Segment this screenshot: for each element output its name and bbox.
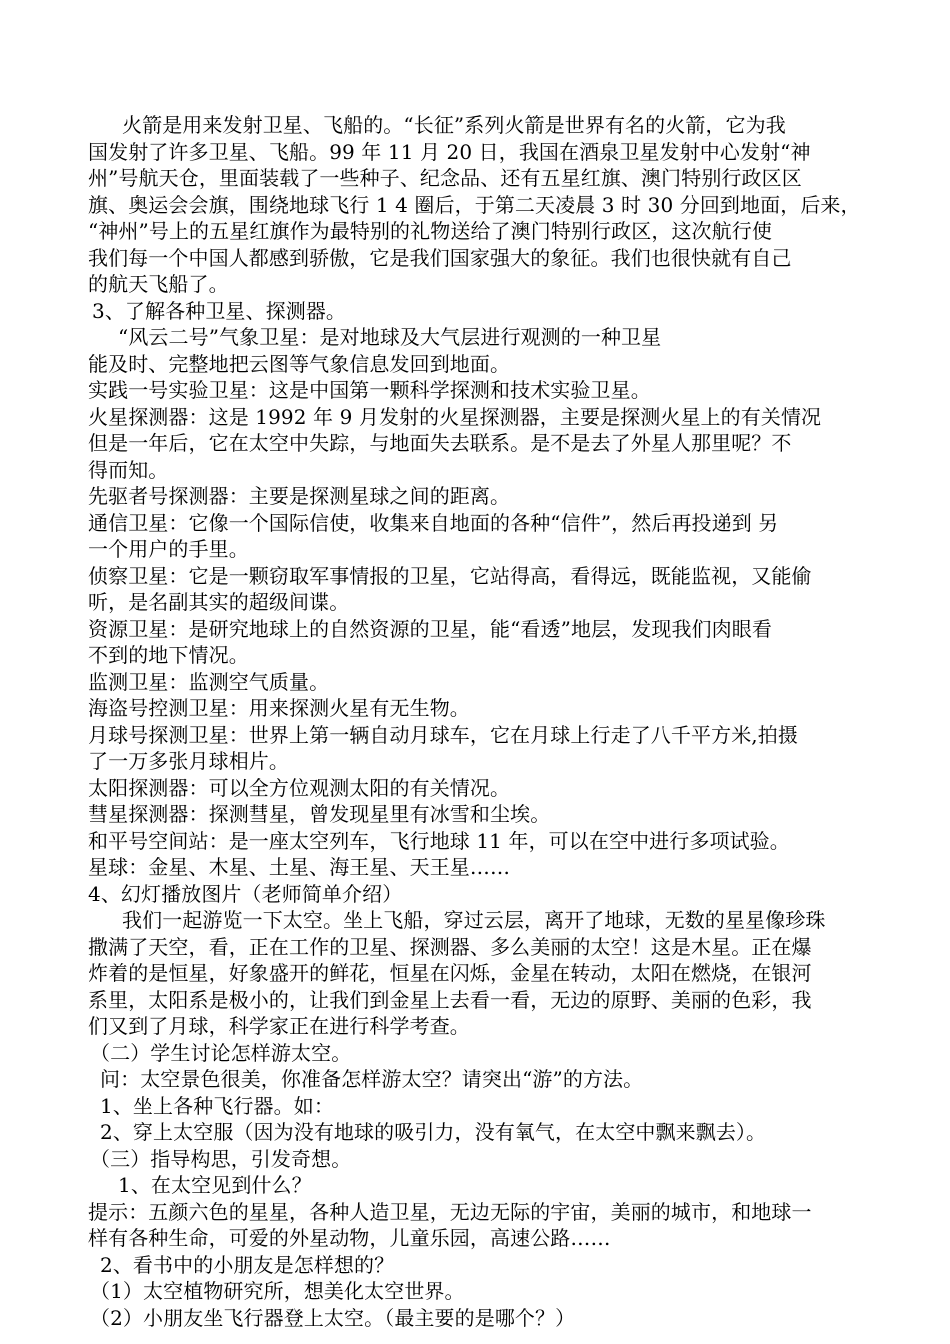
list-item: 1、坐上各种飞行器。如： (100, 1093, 334, 1118)
paragraph-line: “风云二号”气象卫星：是对地球及大气层进行观测的一种卫星 (118, 325, 662, 349)
paragraph-line: 彗星探测器：探测彗星，曾发现星里有冰雪和尘埃。 (88, 802, 551, 826)
paragraph-line: 火星探测器：这是 1992 年 9 月发射的火星探测器，主要是探测火星上的有关情况 (88, 404, 822, 429)
paragraph-line: 但是一年后，它在太空中失踪，与地面失去联系。是不是去了外星人那里呢？不 (88, 431, 792, 455)
paragraph-line: 实践一号实验卫星：这是中国第一颗科学探测和技术实验卫星。 (88, 378, 651, 402)
list-item: （2）小朋友坐飞行器登上太空。（最主要的是哪个？） (90, 1305, 576, 1330)
list-item: 1、在太空见到什么？ (118, 1173, 312, 1197)
paragraph-line: 我们一起游览一下太空。坐上飞船，穿过云层，离开了地球，无数的星星像珍珠 (122, 908, 826, 932)
paragraph-line: 海盗号控测卫星：用来探测火星有无生物。 (88, 696, 470, 720)
document-page (88, 112, 868, 1331)
paragraph-line: 得而知。 (88, 457, 169, 482)
paragraph-line: 问：太空景色很美，你准备怎样游太空？请突出“游”的方法。 (100, 1067, 644, 1091)
paragraph-line: 侦察卫星：它是一颗窃取军事情报的卫星，它站得高，看得远，既能监视，又能偷 (88, 563, 812, 588)
paragraph-line: 能及时、完整地把云图等气象信息发回到地面。 (88, 351, 511, 376)
paragraph-line: 系里，太阳系是极小的，让我们到金星上去看一看，无边的原野、美丽的色彩，我 (88, 987, 812, 1012)
paragraph-line: 先驱者号探测器：主要是探测星球之间的距离。 (88, 484, 511, 508)
paragraph-line: 国发射了许多卫星、飞船。99 年 11 月 20 日，我国在酒泉卫星发射中心发射“神 (88, 139, 811, 164)
paragraph-line: 月球号探测卫星：世界上第一辆自动月球车，它在月球上行走了八千平方米,拍摄 (88, 722, 798, 747)
paragraph-line: 炸着的是恒星，好象盛开的鲜花，恒星在闪烁，金星在转动，太阳在燃烧，在银河 (88, 961, 812, 985)
paragraph-line: 和平号空间站：是一座太空列车，飞行地球 11 年，可以在空中进行多项试验。 (88, 828, 790, 853)
paragraph-line: 一个用户的手里。 (88, 537, 249, 561)
list-item: （1）太空植物研究所，想美化太空世界。 (90, 1279, 465, 1303)
paragraph-line: 星球：金星、木星、土星、海王星、天王星…… (88, 855, 511, 879)
section-heading: （三）指导构思，引发奇想。 (90, 1146, 352, 1171)
paragraph-line: 们又到了月球，科学家正在进行科学考查。 (88, 1014, 470, 1038)
list-item: 2、穿上太空服（因为没有地球的吸引力，没有氧气，在太空中飘来飘去）。 (100, 1120, 767, 1144)
paragraph-line: 火箭是用来发射卫星、飞船的。“长征”系列火箭是世界有名的火箭，它为我 (122, 113, 786, 137)
paragraph-line: 撒满了天空，看，正在工作的卫星、探测器、多么美丽的太空！这是木星。正在爆 (88, 934, 812, 959)
paragraph-line: 听，是名副其实的超级间谍。 (88, 590, 350, 614)
paragraph-line: “神州”号上的五星红旗作为最特别的礼物送给了澳门特别行政区，这次航行使 (88, 219, 772, 243)
section-heading: 3、了解各种卫星、探测器。 (92, 298, 347, 323)
section-heading: 4、幻灯播放图片（老师简单介绍） (88, 881, 403, 906)
paragraph-line: 监测卫星：监测空气质量。 (88, 669, 330, 694)
paragraph-line: 太阳探测器：可以全方位观测太阳的有关情况。 (88, 775, 511, 800)
paragraph-line: 旗、奥运会会旗，围绕地球飞行 1 4 圈后，于第二天凌晨 3 时 30 分回到地面，后来， (88, 192, 861, 217)
paragraph-line: 的航天飞船了。 (88, 272, 229, 296)
paragraph-line: 资源卫星：是研究地球上的自然资源的卫星，能“看透”地层，发现我们肉眼看 (88, 616, 772, 641)
paragraph-line: 州”号航天仓，里面装载了一些种子、纪念品、还有五星红旗、澳门特别行政区区 (88, 166, 802, 190)
paragraph-line: 了一万多张月球相片。 (88, 749, 289, 773)
paragraph-line: 不到的地下情况。 (88, 643, 249, 667)
paragraph-line: 样有各种生命，可爱的外星动物，儿童乐园，高速公路…… (88, 1226, 611, 1250)
paragraph-line: 我们每一个中国人都感到骄傲，它是我们国家强大的象征。我们也很快就有自己 (88, 245, 792, 270)
paragraph-line: 提示：五颜六色的星星，各种人造卫星，无边无际的宇宙，美丽的城市，和地球一 (88, 1199, 812, 1224)
paragraph-line: 通信卫星：它像一个国际信使，收集来自地面的各种“信件”，然后再投递到 另 (88, 510, 779, 535)
list-item: 2、看书中的小朋友是怎样想的？ (100, 1252, 395, 1277)
section-heading: （二）学生讨论怎样游太空。 (90, 1040, 352, 1065)
